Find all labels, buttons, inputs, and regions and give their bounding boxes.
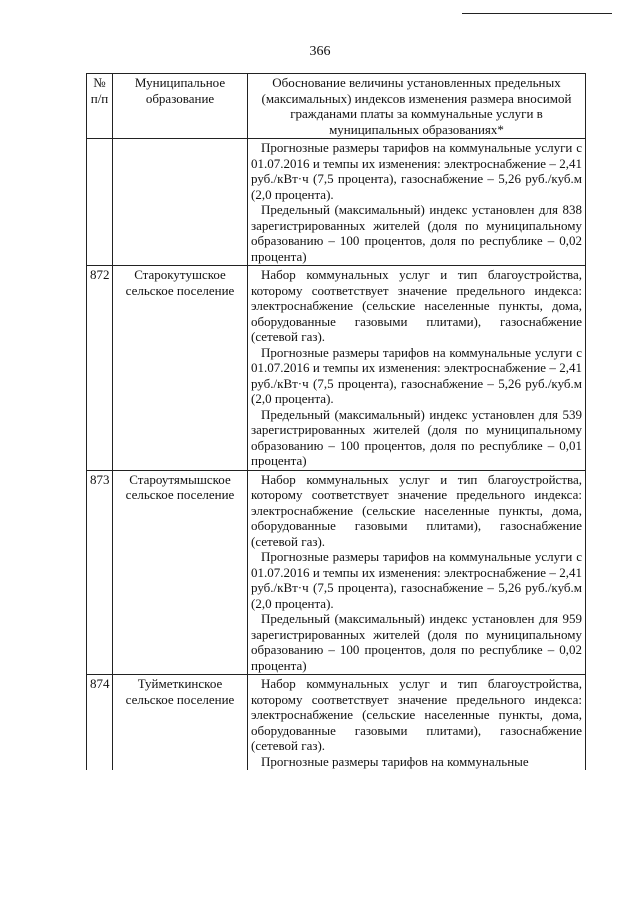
basis-text (248, 266, 586, 471)
table-row (87, 139, 586, 266)
header-basis: Обоснование величины установленных предельных (максимальных) индексов изменения размера вносимой гражданами платы за коммунальные услуги в муниципальных образованиях* (248, 74, 586, 139)
basis-paragraph: Прогнозные размеры тарифов на коммунальные услуги с 01.07.2016 и темпы их изменения: электроснабжение – 2,41 руб./кВт·ч (7,5 процента), газоснабжение – 5,26 руб./куб.м (2,0 процента). (251, 140, 582, 202)
table-row (87, 266, 586, 471)
tariff-table (86, 73, 586, 770)
municipality-name: Староутямышское сельское поселение (113, 470, 248, 675)
basis-paragraph: Прогнозные размеры тарифов на коммунальные (261, 753, 529, 769)
table-header-row (87, 74, 586, 139)
basis-paragraph: Предельный (максимальный) индекс установлен для 539 зарегистрированных жителей (доля по муниципальному образованию – 100 процентов, доля по республике – 0,01 процента) (251, 406, 582, 468)
basis-text (248, 470, 586, 675)
table-row (87, 470, 586, 675)
row-number (87, 139, 113, 266)
basis-paragraph: Прогнозные размеры тарифов на коммунальные услуги с 01.07.2016 и темпы их изменения: электроснабжение – 2,41 руб./кВт·ч (7,5 процента), газоснабжение – 5,26 руб./куб.м (2,0 процента). (251, 344, 582, 406)
header-municipality: Муниципальное образование (113, 74, 248, 139)
row-number: 873 (87, 470, 113, 675)
basis-paragraph: Прогнозные размеры тарифов на коммунальные услуги с 01.07.2016 и темпы их изменения: электроснабжение – 2,41 руб./кВт·ч (7,5 процента), газоснабжение – 5,26 руб./куб.м (2,0 процента). (251, 549, 582, 611)
row-number: 874 (87, 675, 113, 771)
basis-paragraph: Набор коммунальных услуг и тип благоустройства, которому соответствует значение предельного индекса: электроснабжение (сельские населенные пункты, дома, оборудованные газовыми плитами), газоснабжение (сетевой газ). (251, 471, 582, 549)
basis-paragraph: Предельный (максимальный) индекс установлен для 838 зарегистрированных жителей (доля по муниципальному образованию – 100 процентов, доля по республике – 0,02 процента) (251, 202, 582, 264)
header-num: № п/п (87, 74, 113, 139)
top-rule (462, 13, 612, 14)
basis-paragraph: Предельный (максимальный) индекс установлен для 959 зарегистрированных жителей (доля по муниципальному образованию – 100 процентов, доля по республике – 0,02 процента) (251, 611, 582, 673)
basis-paragraph: Набор коммунальных услуг и тип благоустройства, которому соответствует значение предельного индекса: электроснабжение (сельские населенные пункты, дома, оборудованные газовыми плитами), газоснабжение (сетевой газ). (251, 267, 582, 344)
page-number: 366 (309, 44, 331, 59)
municipality-name (113, 139, 248, 266)
municipality-name: Туйметкинское сельское поселение (113, 675, 248, 771)
table-body (87, 139, 586, 771)
municipality-name: Старокутушское сельское поселение (113, 266, 248, 471)
table-row (87, 675, 586, 771)
basis-text (248, 675, 586, 771)
basis-paragraph: Набор коммунальных услуг и тип благоустройства, которому соответствует значение предельного индекса: электроснабжение (сельские населенные пункты, дома, оборудованные газовыми плитами), газоснабжение (сетевой газ). (251, 676, 582, 753)
basis-text (248, 139, 586, 266)
row-number: 872 (87, 266, 113, 471)
